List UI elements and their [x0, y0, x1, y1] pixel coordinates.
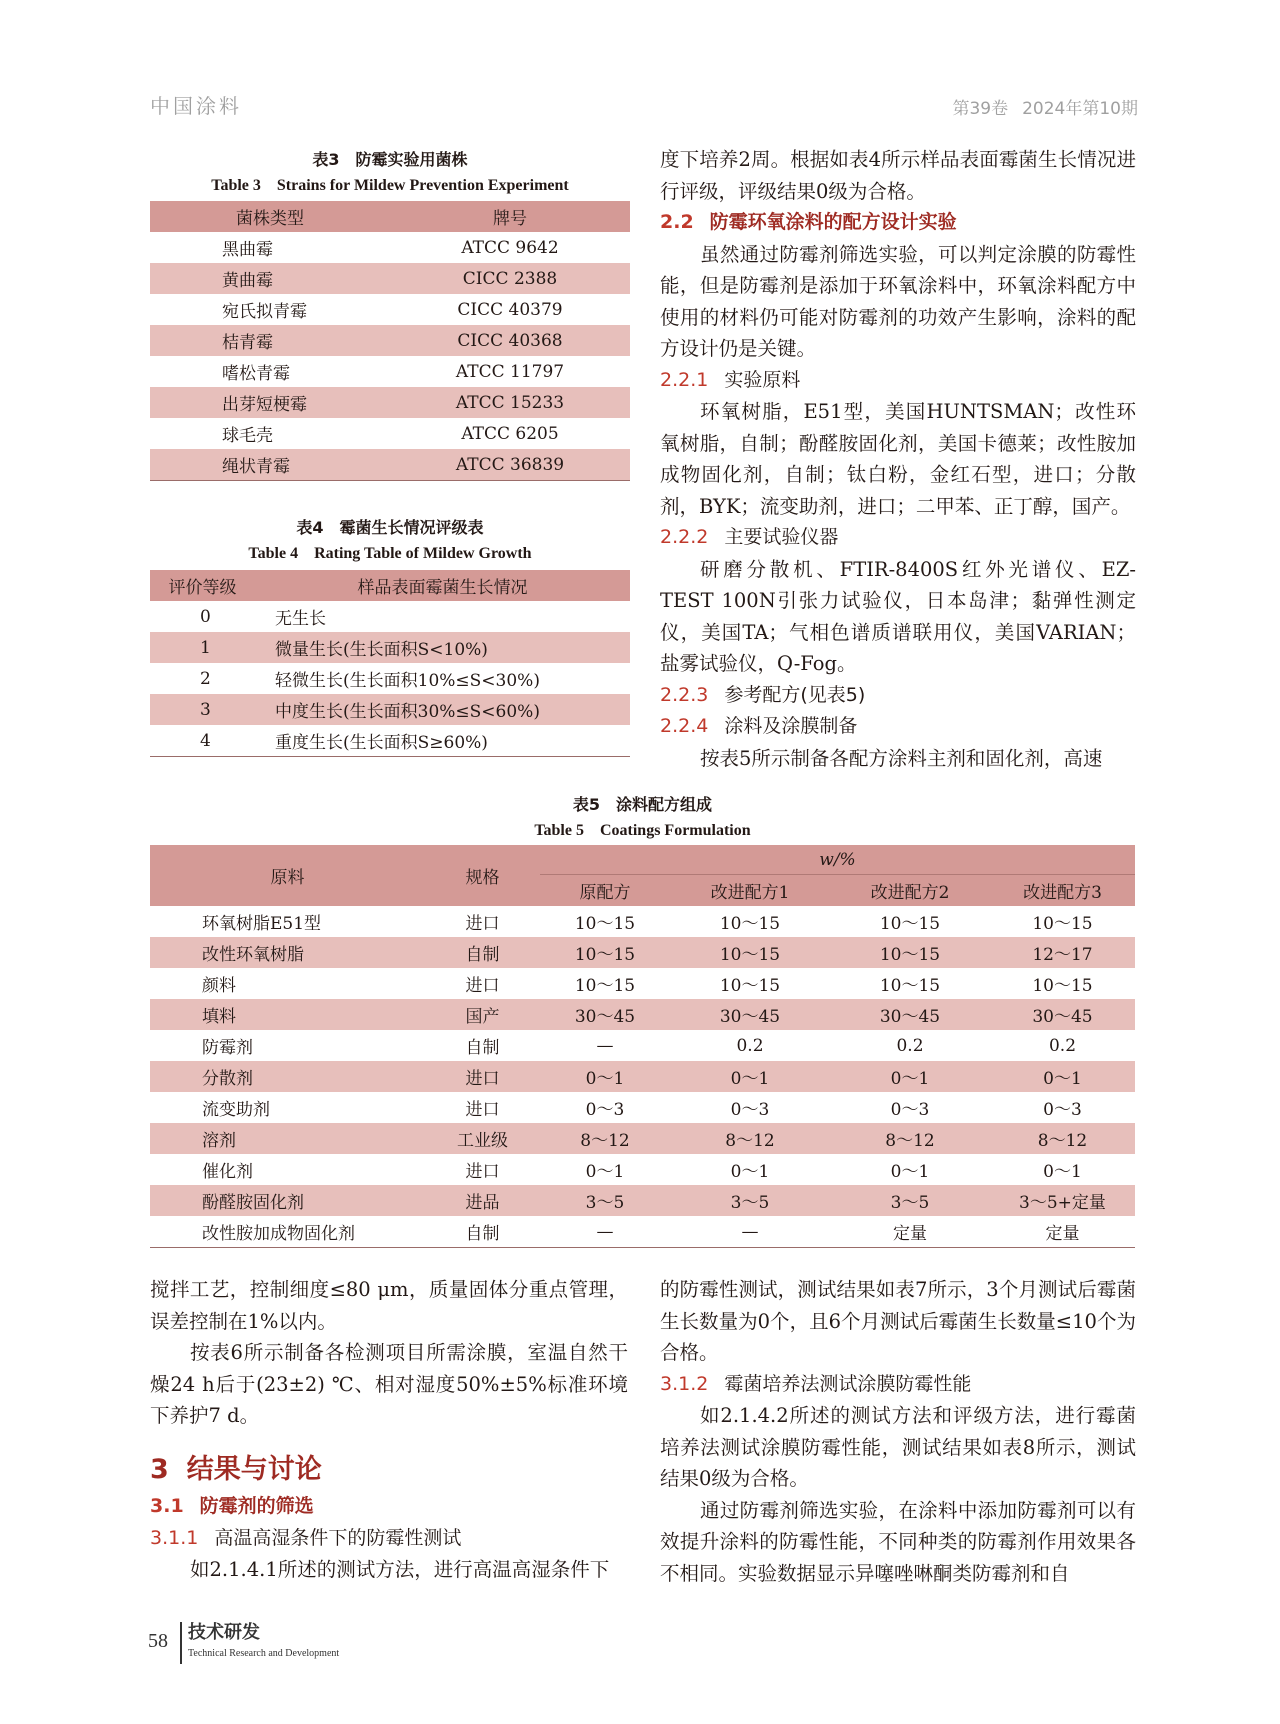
table3-caption	[150, 147, 630, 199]
section-number: 3.1.1	[150, 1526, 199, 1549]
table5-cell: 定量	[893, 1224, 927, 1244]
table5-cell: 酚醛胺固化剂	[150, 1185, 425, 1216]
issue-label: 2024年第10期	[1022, 99, 1138, 119]
paragraph: 环氧树脂，E51型，美国HUNTSMAN；改性环氧树脂，自制；酚醛胺固化剂，美国卡德莱；改性胺加成物固化剂，自制；钛白粉，金红石型，进口；分散剂，BYK；流变助剂，进口；二甲苯、正丁醇，国产。	[660, 400, 1136, 518]
table4-cell: 3	[150, 694, 255, 725]
table4-header: 样品表面霉菌生长情况	[255, 570, 630, 601]
left-column-bottom	[150, 1274, 628, 1586]
table5-cell: 10～15	[1032, 914, 1093, 934]
table4-cell: 重度生长(生长面积S≥60%)	[275, 733, 488, 753]
table5-cell: 3～5	[540, 1185, 670, 1216]
table3-cell: 宛氏拟青霉	[222, 302, 307, 322]
table3-cell: 黑曲霉	[222, 240, 273, 260]
table3	[150, 201, 630, 481]
section-title: 主要试验仪器	[724, 526, 839, 548]
table5-cell: 10～15	[879, 914, 941, 934]
table5-header-spec: 规格	[425, 845, 540, 906]
table5-cell: 3～5	[830, 1185, 990, 1216]
paragraph: 如2.1.4.2所述的测试方法和评级方法，进行霉菌培养法测试涂膜防霉性能，测试结果如表8所示，测试结果0级为合格。	[660, 1404, 1136, 1490]
table4-caption-en: Table 4 Rating Table of Mildew Growth	[248, 545, 532, 562]
table5-cell: 进口	[465, 1100, 500, 1120]
section-title: 涂料及涂膜制备	[724, 715, 858, 737]
table5-cell: 10～15	[830, 937, 990, 968]
table4-cell: 轻微生长(生长面积10%≤S<30%)	[275, 671, 540, 691]
table5-cell: 颜料	[202, 976, 236, 996]
table5-cell: 0～1	[540, 1061, 670, 1092]
paragraph: 的防霉性测试，测试结果如表7所示，3个月测试后霉菌生长数量为0个，且6个月测试后霉菌生长数量≤10个为合格。	[660, 1278, 1136, 1364]
table4-cell: 微量生长(生长面积S<10%)	[255, 632, 630, 663]
table3-header: 牌号	[390, 201, 630, 232]
table5-caption-zh: 表5 涂料配方组成	[572, 795, 713, 814]
section-title: 参考配方(见表5)	[724, 683, 866, 706]
table5-cell: 0.2	[896, 1035, 924, 1056]
right-column-bottom	[660, 1274, 1136, 1589]
section-title: 霉菌培养法测试涂膜防霉性能	[724, 1372, 972, 1395]
table5-header-material: 原料	[150, 845, 425, 906]
table5-cell: 0～1	[1043, 1162, 1082, 1182]
table4-cell: 1	[150, 632, 255, 663]
table5-cell: 流变助剂	[202, 1100, 270, 1120]
table5-cell: 溶剂	[150, 1123, 425, 1154]
table5-cell: 环氧树脂E51型	[202, 914, 322, 934]
section-number: 2.2.2	[660, 526, 709, 548]
table5-cell: 30～45	[990, 999, 1135, 1030]
table5-cell: 0～1	[890, 1162, 930, 1182]
table3-cell: ATCC 11797	[455, 361, 565, 382]
table5-cell: 工业级	[425, 1123, 540, 1154]
section-number: 2.2	[660, 211, 694, 233]
table5-cell: 0～3	[585, 1100, 625, 1120]
table4-cell: 中度生长(生长面积30%≤S<60%)	[255, 694, 630, 725]
section-heading-3	[150, 1454, 628, 1486]
table5-cell: 0.2	[1048, 1035, 1077, 1056]
table5-row	[150, 968, 1135, 999]
table3-cell: 桔青霉	[150, 325, 390, 356]
section-number: 3	[150, 1453, 169, 1485]
right-column-top	[660, 144, 1136, 774]
table5-cell: 改性环氧树脂	[150, 937, 425, 968]
table4-cell: 无生长	[275, 609, 326, 629]
table5-row	[150, 1154, 1135, 1185]
table5-cell: 0～1	[730, 1162, 770, 1182]
section-number: 2.2.1	[660, 368, 709, 391]
section-heading-3-1-1	[150, 1523, 628, 1555]
table3-cell: CICC 40379	[457, 299, 563, 320]
section-title: 防霉环氧涂料的配方设计实验	[709, 211, 957, 233]
table3-cell: 绳状青霉	[150, 449, 390, 481]
table5-cell: 自制	[465, 1038, 500, 1058]
table5-row	[150, 1061, 1135, 1092]
table5-cell: 8～12	[540, 1123, 670, 1154]
table5-cell: 定量	[1045, 1224, 1080, 1244]
table5-cell: 0～3	[730, 1100, 770, 1120]
table5-row	[150, 1185, 1135, 1216]
table5-cell: 12～17	[990, 937, 1135, 968]
table5-cell: 10～15	[670, 937, 830, 968]
paragraph: 研磨分散机、FTIR-8400S红外光谱仪、EZ-TEST 100N引张力试验仪，日本岛津；黏弹性测定仪，美国TA；气相色谱质谱联用仪，美国VARIAN；盐雾试验仪，Q-Fog。	[660, 557, 1136, 675]
table5-row	[150, 1030, 1135, 1061]
table5-row	[150, 999, 1135, 1030]
table5-cell: 3～5+定量	[990, 1185, 1135, 1216]
section-title: 实验原料	[724, 368, 801, 391]
table5-cell: 自制	[465, 1224, 500, 1244]
volume-label: 第39卷	[952, 99, 1009, 119]
table5	[150, 845, 1135, 1248]
section-heading-2-2-1	[660, 365, 1136, 397]
table5-cell: 10～15	[719, 914, 781, 934]
table4-cell: 0	[200, 606, 211, 627]
table3-header: 菌株类型	[150, 201, 390, 232]
table5-row	[150, 1123, 1135, 1154]
paragraph: 按表5所示制备各配方涂料主剂和固化剂，高速	[700, 746, 1103, 770]
table5-cell: 改性胺加成物固化剂	[202, 1224, 355, 1244]
table5-cell: 8～12	[670, 1123, 830, 1154]
table5-cell: 0～3	[890, 1100, 930, 1120]
table5-header-w: w/%	[540, 845, 1135, 875]
table5-cell: 10～15	[574, 914, 636, 934]
table3-cell: ATCC 15233	[390, 387, 630, 418]
table5-cell: 进品	[425, 1185, 540, 1216]
table5-cell: 0～1	[670, 1061, 830, 1092]
table4-caption-zh: 表4 霉菌生长情况评级表	[296, 518, 484, 537]
table4-cell: 4	[200, 730, 211, 751]
table5-subheader: 原配方	[540, 875, 670, 907]
table3-cell: CICC 2388	[390, 263, 630, 294]
table5-cell: 0～3	[1043, 1100, 1082, 1120]
table3-cell: CICC 40368	[390, 325, 630, 356]
journal-name: 中国涂料	[150, 94, 242, 118]
table3-caption-zh: 表3 防霉实验用菌株	[312, 150, 468, 169]
table5-row	[150, 1092, 1135, 1123]
paragraph: 如2.1.4.1所述的测试方法，进行高温高湿条件下	[190, 1558, 610, 1581]
table5-cell: 0～1	[585, 1162, 625, 1182]
table5-cell: 8～12	[990, 1123, 1135, 1154]
section-number: 3.1	[150, 1495, 184, 1517]
table3-cell: ATCC 9642	[461, 237, 559, 258]
section-title: 防霉剂的筛选	[199, 1495, 314, 1517]
table4-cell: 2	[200, 668, 211, 689]
section-number: 3.1.2	[660, 1372, 709, 1395]
table5-row	[150, 906, 1135, 937]
paragraph: 按表6所示制备各检测项目所需涂膜，室温自然干燥24 h后于(23±2) ℃、相对湿度50%±5%标准环境下养护7 d。	[150, 1341, 628, 1427]
table4-header: 评价等级	[150, 570, 255, 601]
section-number: 2.2.4	[660, 715, 709, 737]
table5-subheader: 改进配方2	[830, 875, 990, 907]
table5-cell: 30～45	[830, 999, 990, 1030]
paragraph: 搅拌工艺，控制细度≤80 μm，质量固体分重点管理，误差控制在1%以内。	[150, 1278, 628, 1333]
table4-caption	[150, 515, 630, 567]
section-label: 技术研发	[188, 1622, 260, 1643]
section-label-en: Technical Research and Development	[188, 1648, 340, 1659]
paragraph: 度下培养2周。根据如表4所示样品表面霉菌生长情况进行评级，评级结果0级为合格。	[660, 148, 1136, 203]
table5-cell: 催化剂	[202, 1162, 253, 1182]
table3-cell: 出芽短梗霉	[150, 387, 390, 418]
table5-cell: 国产	[425, 999, 540, 1030]
table5-cell: 10～15	[1032, 976, 1093, 996]
table5-cell: 填料	[150, 999, 425, 1030]
section-title: 高温高湿条件下的防霉性测试	[214, 1526, 462, 1549]
table5-cell: 0～1	[990, 1061, 1135, 1092]
table5-cell: 10～15	[879, 976, 941, 996]
table5-cell: 自制	[425, 937, 540, 968]
table5-cell: 0～1	[830, 1061, 990, 1092]
table5-cell: 10～15	[574, 976, 636, 996]
table3-caption-en: Table 3 Strains for Mildew Prevention Experiment	[211, 177, 569, 194]
section-heading-2-2	[660, 207, 1136, 239]
section-title: 结果与讨论	[186, 1453, 322, 1485]
section-heading-3-1	[150, 1491, 628, 1523]
section-heading-2-2-4	[660, 711, 1136, 743]
table3-cell: 球毛壳	[222, 426, 273, 446]
table5-cell: —	[596, 1035, 614, 1056]
table5-cell: 8～12	[830, 1123, 990, 1154]
table5-cell: 进口	[465, 1162, 500, 1182]
table5-cell: 分散剂	[150, 1061, 425, 1092]
table5-cell: 3～5	[670, 1185, 830, 1216]
table5-cell: —	[596, 1221, 614, 1242]
table5-cell: —	[741, 1221, 759, 1242]
table5-cell: 30～45	[670, 999, 830, 1030]
table5-row	[150, 937, 1135, 968]
table5-subheader: 改进配方3	[990, 875, 1135, 907]
table3-cell: 嗜松青霉	[222, 364, 290, 384]
footer-divider	[180, 1622, 182, 1664]
paragraph: 虽然通过防霉剂筛选实验，可以判定涂膜的防霉性能，但是防霉剂是添加于环氧涂料中，环氧涂料配方中使用的材料仍可能对防霉剂的功效产生影响，涂料的配方设计仍是关键。	[660, 242, 1136, 360]
table3-cell: 黄曲霉	[150, 263, 390, 294]
table3-cell: ATCC 36839	[390, 449, 630, 481]
section-heading-2-2-2	[660, 522, 1136, 554]
table5-subheader: 改进配方1	[670, 875, 830, 907]
table5-cell: 10～15	[719, 976, 781, 996]
table5-cell: 进口	[465, 914, 500, 934]
table5-cell: 0.2	[736, 1035, 764, 1056]
issue-info	[938, 94, 1138, 119]
table5-cell: 防霉剂	[202, 1038, 253, 1058]
table4	[150, 570, 630, 757]
table5-cell: 进口	[465, 976, 500, 996]
section-heading-2-2-3	[660, 680, 1136, 712]
paragraph: 通过防霉剂筛选实验，在涂料中添加防霉剂可以有效提升涂料的防霉性能，不同种类的防霉剂作用效果各不相同。实验数据显示异噻唑啉酮类防霉剂和自	[660, 1498, 1136, 1585]
page-number: 58	[148, 1630, 168, 1652]
table5-cell: 10～15	[540, 937, 670, 968]
section-heading-3-1-2	[660, 1369, 1136, 1401]
table5-cell: 30～45	[540, 999, 670, 1030]
table5-row	[150, 1216, 1135, 1248]
section-number: 2.2.3	[660, 683, 709, 706]
table3-cell: ATCC 6205	[461, 423, 559, 444]
table5-cell: 进口	[425, 1061, 540, 1092]
table5-caption	[150, 792, 1135, 844]
table5-caption-en: Table 5 Coatings Formulation	[534, 822, 751, 839]
